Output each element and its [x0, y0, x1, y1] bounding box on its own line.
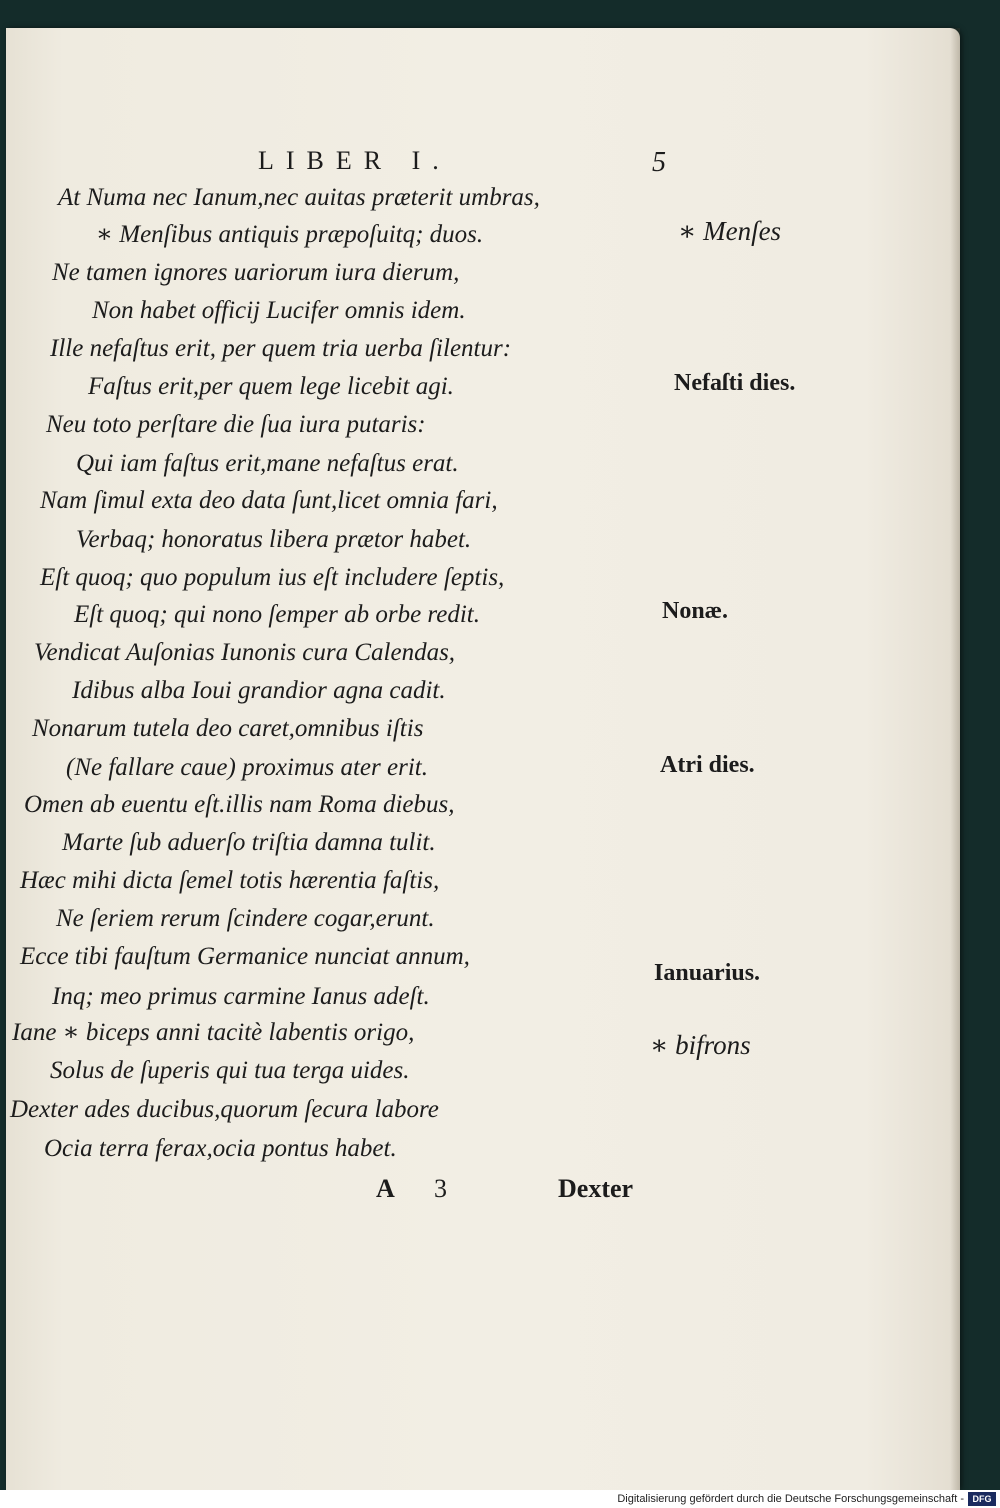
verse-line: Qui iam faſtus erit,mane nefaſtus erat.: [76, 450, 459, 477]
running-head: LIBER I.: [258, 146, 451, 175]
page-edge-shadow: [950, 28, 960, 1490]
verse-line: Faſtus erit,per quem lege licebit agi.: [88, 373, 454, 400]
verse-line: ∗ Menſibus antiquis præpoſuitq; duos.: [96, 221, 484, 248]
verse-line: Ne tamen ignores uariorum iura dierum,: [52, 259, 460, 286]
signature-mark: A: [376, 1174, 395, 1203]
page-number: 5: [652, 147, 666, 178]
dfg-logo: DFG: [968, 1492, 996, 1506]
verse-line: Iane ∗ biceps anni tacitè labentis origo,: [12, 1019, 415, 1046]
verse-line: Omen ab euentu eſt.illis nam Roma diebus,: [24, 791, 455, 818]
verse-line: Vendicat Auſonias Iunonis cura Calendas,: [34, 639, 456, 666]
verse-line: Neu toto perſtare die ſua iura putaris:: [46, 411, 426, 438]
margin-note-menses: ∗ Menſes: [678, 216, 782, 246]
verse-line: Dexter ades ducibus,quorum ſecura labore: [10, 1096, 439, 1123]
verse-line: Idibus alba Ioui grandior agna cadit.: [72, 677, 446, 704]
verse-line: Eſt quoq; quo populum ius eſt includere ſeptis,: [40, 564, 505, 591]
verse-line: Non habet officij Lucifer omnis idem.: [92, 297, 466, 324]
catchword: Dexter: [558, 1174, 634, 1203]
verse-line: Verbaq; honoratus libera prætor habet.: [76, 526, 472, 553]
verse-line: Nam ſimul exta deo data ſunt,licet omnia fari,: [40, 487, 498, 514]
margin-note-ianuarius: Ianuarius.: [654, 960, 761, 986]
verse-line: Marte ſub aduerſo triſtia damna tulit.: [62, 829, 436, 856]
verse-line: Ille nefaſtus erit, per quem tria uerba ſilentur:: [50, 335, 512, 362]
margin-note-nefasti: Nefaſti dies.: [674, 370, 796, 396]
verse-line: Eſt quoq; qui nono ſemper ab orbe redit.: [74, 601, 480, 628]
funding-credit: Digitalisierung gefördert durch die Deutsche Forschungsgemeinschaft -: [617, 1493, 964, 1505]
verse-line: Hæc mihi dicta ſemel totis hærentia faſtis,: [20, 867, 440, 894]
margin-note-nonae: Nonæ.: [662, 598, 729, 624]
margin-note-bifrons: ∗ bifrons: [650, 1030, 751, 1060]
verse-line: Solus de ſuperis qui tua terga uides.: [50, 1057, 410, 1084]
signature-number: 3: [434, 1174, 447, 1203]
verse-line: Inq; meo primus carmine Ianus adeſt.: [52, 983, 430, 1010]
verse-line: Ecce tibi fauſtum Germanice nunciat annum,: [20, 943, 470, 970]
verse-line: Nonarum tutela deo caret,omnibus iſtis: [32, 715, 424, 742]
verse-line: Ocia terra ferax,ocia pontus habet.: [44, 1135, 397, 1162]
verse-line: Ne ſeriem rerum ſcindere cogar,erunt.: [56, 905, 435, 932]
margin-note-atri: Atri dies.: [660, 752, 755, 778]
verse-line: At Numa nec Ianum,nec auitas præterit umbras,: [58, 184, 540, 211]
verse-line: (Ne fallare caue) proximus ater erit.: [66, 754, 428, 781]
